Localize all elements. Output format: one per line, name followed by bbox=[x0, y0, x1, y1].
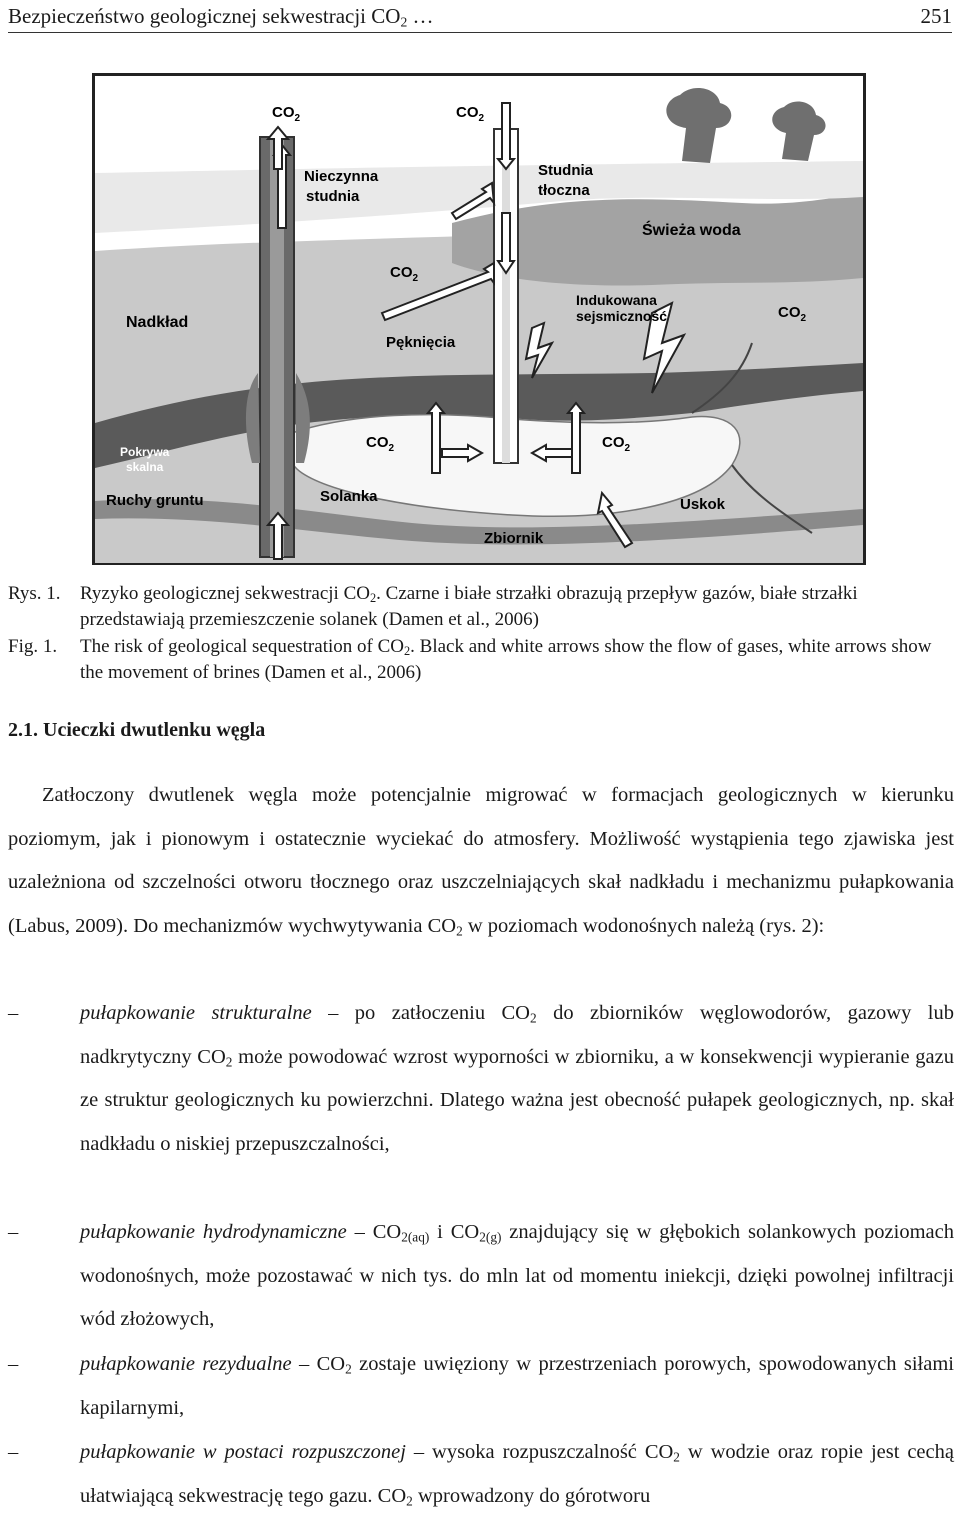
label-uskok: Uskok bbox=[680, 496, 726, 513]
label-co2-middle: $CO_2$ bbox=[390, 264, 419, 284]
list-item bbox=[8, 1343, 954, 1430]
list-item-text: pułapkowanie w postaci rozpuszczonej – wysoka rozpuszczalność $CO_2$ w wodzie oraz ropie jest cechą ułatwiającą sekwestrację tego gazu. $CO_2$ wprowadzony do górotworu bbox=[80, 1441, 954, 1508]
page-number: 251 bbox=[920, 4, 952, 28]
list-item-text: pułapkowanie strukturalne – po zatłoczeniu $CO_2$ do zbiorników węglowodorów, gazowy lub nadkrytyczny $CO_2$ może powodować wzrost wyporności w zbiorniku, a w konsekwencji wypieranie gazu ze struktur geologicznych ku powierzchni. Dlatego ważna jest obecność pułapek geologicznych, np. skał nadkładu o niskiej przepuszczalności, bbox=[80, 1002, 955, 1155]
injection-well bbox=[494, 129, 518, 463]
label-nadklad: Nadkład bbox=[126, 314, 189, 331]
label-co2-injection: $CO_2$ bbox=[456, 104, 485, 124]
figure-caption-en bbox=[8, 634, 954, 686]
label-co2-right: $CO_2$ bbox=[778, 304, 807, 324]
caption-label-pl: Rys. 1. bbox=[8, 583, 61, 604]
label-solanka: Solanka bbox=[320, 488, 378, 505]
list-item-text: pułapkowanie hydrodynamiczne – $CO_{2(aq)}$ i $CO_{2(g)}$ znajdujący się w głębokich solankowych poziomach wodonośnych, może pozostawać w nich tys. do mln lat od momentu iniekcji, dzięki powolnej infiltracji wód złożowych, bbox=[80, 1221, 954, 1331]
caption-label-en: Fig. 1. bbox=[8, 636, 58, 657]
label-co2-low-right: $CO_2$ bbox=[602, 434, 631, 454]
label-tloczna: tłoczna bbox=[538, 182, 590, 199]
label-pekniecia: Pęknięcia bbox=[386, 334, 456, 351]
section-heading: 2.1. Ucieczki dwutlenku węgla bbox=[8, 719, 266, 741]
body-paragraph: Zatłoczony dwutlenek węgla może potencjalnie migrować w formacjach geologicznych w kierunku poziomym, jak i pionowym i ostatecznie wyciekać do atmosfery. Możliwość wystąpienia tego zjawiska jest uzależniona od szczelności otworu tłocznego oraz uszczelniających skał nadkładu i mechanizmu pułapkowania (Labus, 2009). Do mechanizmów wychwytywania $CO_2$ w poziomach wodonośnych należą (rys. 2): bbox=[8, 784, 954, 939]
label-studnia-1: studnia bbox=[306, 188, 360, 205]
label-sejsmicznosc: sejsmiczność bbox=[576, 308, 668, 324]
label-skalna: skalna bbox=[126, 460, 164, 474]
running-header bbox=[8, 0, 952, 33]
label-ruchy-gruntu: Ruchy gruntu bbox=[106, 492, 204, 509]
list-dash: – bbox=[8, 1441, 19, 1463]
figure-co2-risk-diagram bbox=[92, 73, 866, 565]
list-dash: – bbox=[8, 1353, 19, 1375]
label-co2-low-left: $CO_2$ bbox=[366, 434, 395, 454]
label-zbiornik: Zbiornik bbox=[484, 530, 544, 547]
label-co2-abandoned: $CO_2$ bbox=[272, 104, 301, 124]
list-dash: – bbox=[8, 1002, 19, 1024]
label-swieza-woda: Świeża woda bbox=[642, 222, 741, 239]
list-item bbox=[8, 1211, 954, 1342]
label-indukowana: Indukowana bbox=[576, 292, 657, 308]
caption-text-en: The risk of geological sequestration of $CO_2$. Black and white arrows show the flow of gases, white arrows show the movement of brines (Damen et al., 2006) bbox=[80, 636, 932, 683]
figure-caption-pl bbox=[8, 581, 954, 633]
label-pokrywa: Pokrywa bbox=[120, 445, 170, 459]
label-studnia-2: Studnia bbox=[538, 162, 593, 179]
header-title: Bezpieczeństwo geologicznej sekwestracji $CO_2$ … bbox=[8, 4, 434, 30]
list-item bbox=[8, 992, 954, 1166]
caption-text-pl: Ryzyko geologicznej sekwestracji $CO_2$. Czarne i białe strzałki obrazują przepływ gazów, białe strzałki przedstawiają przemieszczenie solanek (Damen et al., 2006) bbox=[80, 583, 858, 630]
list-item bbox=[8, 1431, 954, 1518]
list-item-text: pułapkowanie rezydualne – $CO_2$ zostaje uwięziony w przestrzeniach porowych, spowodowanych siłami kapilarnymi, bbox=[80, 1353, 954, 1419]
label-nieczynna: Nieczynna bbox=[304, 168, 379, 185]
list-dash: – bbox=[8, 1221, 19, 1243]
